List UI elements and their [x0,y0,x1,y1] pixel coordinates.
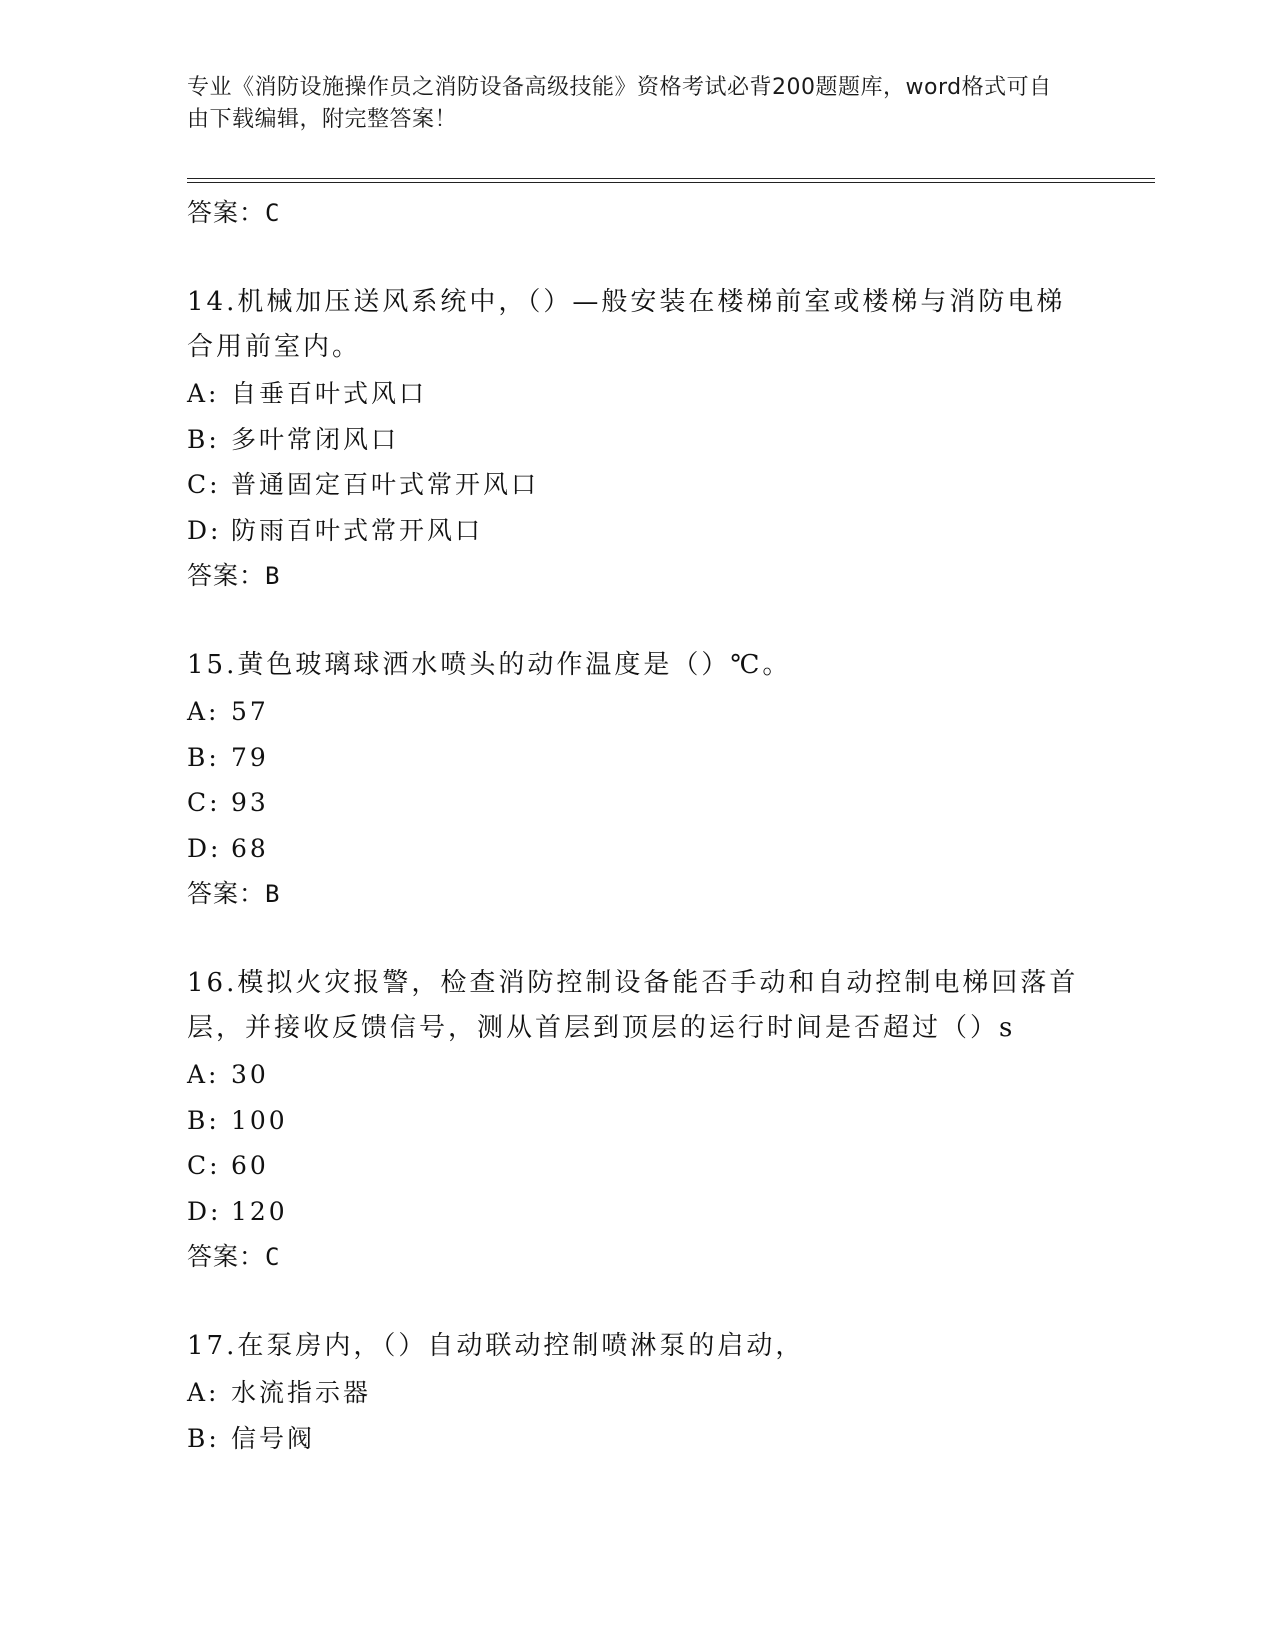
question-16 [187,961,1087,1280]
option-text: 水流指示器 [231,1378,372,1407]
question-15 [187,643,1087,917]
option-d [187,826,1087,872]
question-17 [187,1324,1087,1461]
option-text: 57 [231,697,269,726]
option-a [187,1052,1087,1098]
option-key: A: [187,697,220,726]
option-text: 60 [231,1151,269,1180]
answer-value: C [265,1243,281,1271]
question-text: 14.机械加压送风系统中，（）—般安装在楼梯前室或楼梯与消防电梯合用前室内。 [187,287,1066,362]
option-c [187,462,1087,508]
option-d [187,1189,1087,1235]
option-text: 多叶常闭风口 [231,424,400,454]
answer-label: 答案： [187,198,266,227]
option-text: 120 [231,1196,288,1226]
option-d [187,508,1087,554]
option-c [187,780,1087,826]
option-text: 自垂百叶式风口 [231,379,428,408]
question-text: 15.黄色玻璃球洒水喷头的动作温度是（）℃。 [187,650,792,680]
option-key: B: [187,1423,220,1453]
answer-line [187,190,1087,236]
option-b [187,735,1087,781]
answer-label: 答案： [187,879,266,908]
option-key: B: [187,424,220,454]
option-key: D: [187,515,222,545]
option-a [187,689,1087,735]
option-text: 68 [231,833,269,863]
option-key: A: [187,1378,220,1407]
option-key: C: [187,788,221,817]
option-key: D: [187,833,222,863]
answer-value: B [265,562,281,590]
answer-value: C [265,199,281,227]
option-text: 100 [231,1105,288,1135]
option-a [187,1370,1087,1416]
option-b [187,417,1087,463]
question-14 [187,280,1087,599]
option-key: A: [187,1060,220,1089]
option-text: 防雨百叶式常开风口 [231,515,484,545]
option-key: B: [187,1105,220,1135]
option-text: 普通固定百叶式常开风口 [231,470,540,499]
answer-line [187,871,1087,917]
answer-label: 答案： [187,1242,266,1271]
option-text: 30 [231,1060,269,1089]
header-rule-top [187,178,1155,179]
option-key: B: [187,742,220,772]
option-b [187,1098,1087,1144]
option-a [187,371,1087,417]
option-text: 79 [231,742,269,772]
answer-value: B [265,880,281,908]
option-key: D: [187,1196,222,1226]
header-rule-bottom [187,182,1155,183]
option-key: C: [187,1151,221,1180]
answer-line [187,1234,1087,1280]
option-key: A: [187,379,220,408]
option-key: C: [187,470,221,499]
question-list [187,190,1087,1461]
option-b [187,1416,1087,1462]
question-text: 17.在泵房内，（）自动联动控制喷淋泵的启动， [187,1331,805,1361]
answer-label: 答案： [187,561,266,590]
document-header: 专业《消防设施操作员之消防设备高级技能》资格考试必背200题题库，word格式可自由下载编辑，附完整答案！ [187,75,1052,132]
option-text: 信号阀 [231,1423,316,1453]
option-text: 93 [231,788,269,817]
question-text: 16.模拟火灾报警，检查消防控制设备能否手动和自动控制电梯回落首层，并接收反馈信号，测从首层到顶层的运行时间是否超过（）s [187,968,1079,1043]
answer-line [187,553,1087,599]
option-c [187,1143,1087,1189]
